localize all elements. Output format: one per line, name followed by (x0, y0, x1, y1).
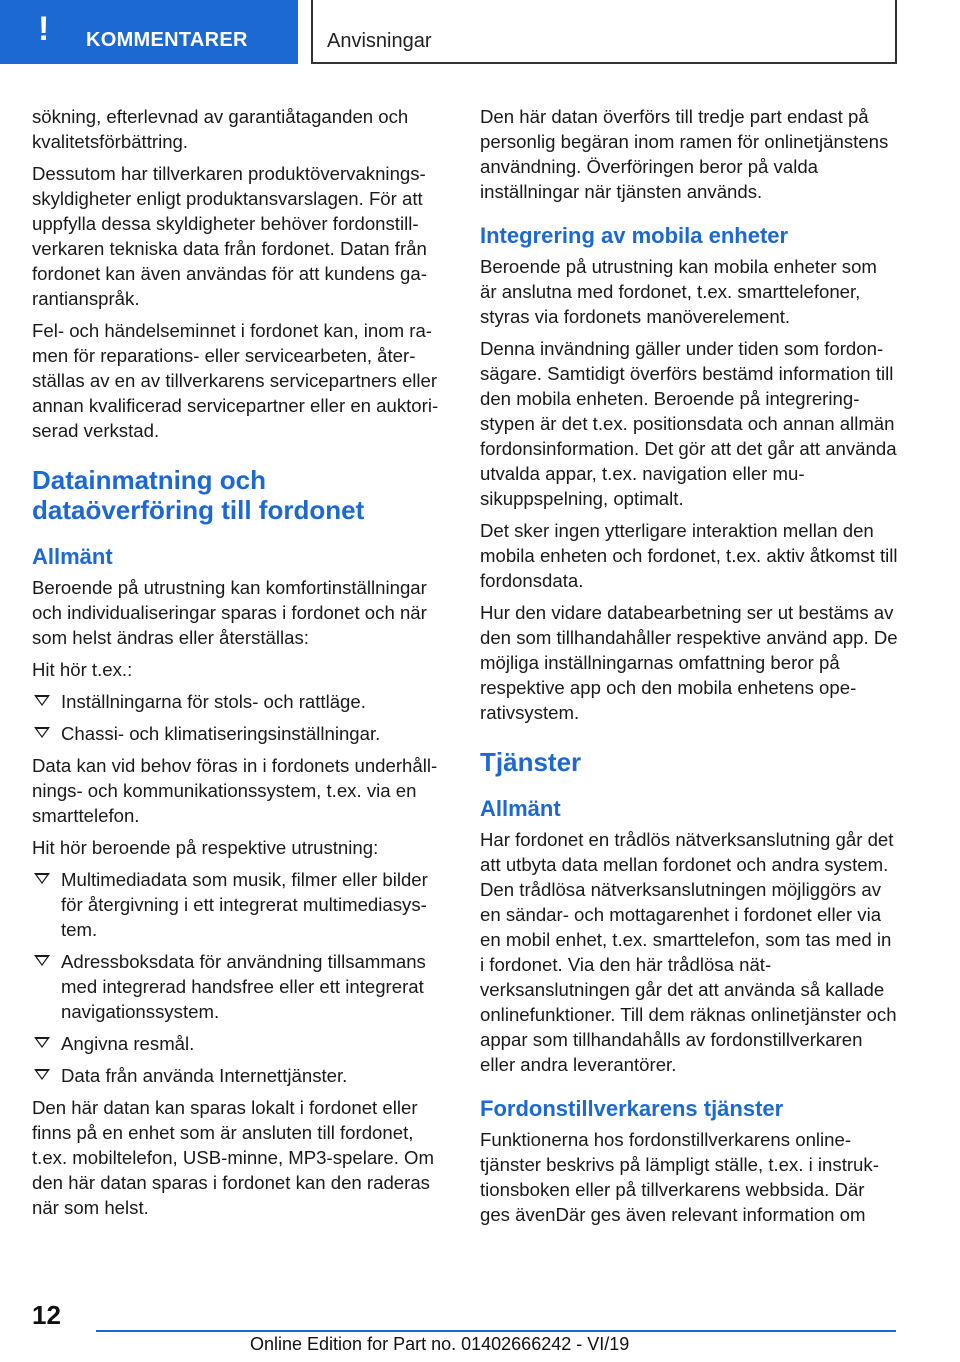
footer-divider (96, 1330, 896, 1332)
paragraph: Det sker ingen ytterligare interaktion mellan den mobila enheten och fordonet, t.ex. aktiv åtkomst till fordonsdata. (480, 520, 898, 591)
triangle-bullet-icon (34, 727, 50, 738)
paragraph: Den här datan överförs till tredje part endast på personlig begäran inom ramen för onlinetjänstens användning. Överföringen beror på valda inställningar när tjänsten används. (480, 106, 889, 202)
list-item: Angivna resmål. (32, 1031, 450, 1056)
subheading-fordonstillverkarens: Fordonstillverkarens tjänster (480, 1096, 784, 1121)
list-item: Multimediadata som musik, filmer eller bilder för återgivning i ett integrerat multimediasystem. (32, 867, 450, 942)
chapter-tab-anvisningar (311, 0, 897, 64)
bullet-list (32, 867, 450, 1088)
list-item: Data från använda Internettjänster. (32, 1063, 450, 1088)
triangle-bullet-icon (34, 955, 50, 966)
paragraph: Den här datan kan sparas lokalt i fordonet eller finns på en enhet som är ansluten till fordonet, t.ex. mobiltelefon, USB-minne, MP3-spelare. Om den här datan sparas i fordonet kan den raderas när som helst. (32, 1097, 434, 1218)
paragraph: Denna invändning gäller under tiden som fordonsägare. Samtidigt överförs bestämd information till den mobila enheten. Beroende på integreringstypen är det t.ex. positionsdata och annan allmän fordonsinformation. Det gör att det går att använda utvalda appar, t.ex. navigation eller musikuppspelning, optimalt. (480, 338, 897, 509)
paragraph: Fel- och händelseminnet i fordonet kan, inom ramen för reparations- eller servicearbeten, återställas av en av tillverkarens servicepartners eller annan kvalificerad servicepartner eller en auktoriserad verkstad. (32, 320, 439, 441)
right-column (480, 104, 898, 1234)
paragraph: Funktionerna hos fordonstillverkarens onlinetjänster beskrivs på lämpligt ställe, t.ex. i instruktionsboken eller på tillverkarens webbsida. Där ges ävenDär ges även relevant information om (480, 1129, 879, 1225)
chapter-tab-label: Anvisningar (327, 30, 432, 52)
paragraph: Hit hör t.ex.: (32, 659, 133, 680)
list-item: Chassi- och klimatiseringsinställningar. (32, 721, 450, 746)
section-tab-label: KOMMENTARER (86, 29, 248, 51)
triangle-bullet-icon (34, 695, 50, 706)
page-number: 12 (32, 1300, 61, 1330)
paragraph: sökning, efterlevnad av garantiåtaganden och kvalitetsförbättring. (32, 106, 409, 152)
triangle-bullet-icon (34, 873, 50, 884)
section-heading-datainmatning: Datainmatning och dataöverföring till fordonet (32, 465, 365, 525)
triangle-bullet-icon (34, 1037, 50, 1048)
paragraph: Har fordonet en trådlös nätverksanslutning går det att utbyta data mellan fordonet och andra system. Den trådlösa nätverksanslutningen möjliggörs av en sändar- och mottagarenhet i fordonet eller via en mobil enhet, t.ex. smarttelefon, som tas med in i fordonet. Via den här trådlösa nätverksanslutningen går det att använda så kallade onlinefunktioner. Till dem räknas onlinetjänster och appar som tillhandahålls av fordonstillverkaren eller andra leverantörer. (480, 829, 897, 1075)
subheading-allmant: Allmänt (480, 796, 561, 821)
paragraph: Data kan vid behov föras in i fordonets underhållnings- och kommunikationssystem, t.ex. via en smarttelefon. (32, 755, 438, 826)
subheading-allmant: Allmänt (32, 544, 113, 569)
paragraph: Hit hör beroende på respektive utrustning: (32, 837, 379, 858)
triangle-bullet-icon (34, 1069, 50, 1080)
paragraph: Beroende på utrustning kan komfortinställningar och individualiseringar sparas i fordonet och när som helst ändras eller återställas: (32, 577, 427, 648)
section-heading-tjanster: Tjänster (480, 747, 582, 777)
section-tab-kommentarer (0, 0, 298, 64)
list-item: Adressboksdata för användning tillsammans med integrerad handsfree eller ett integrerat navigationssystem. (32, 949, 450, 1024)
alert-icon: ! (38, 10, 50, 48)
paragraph: Hur den vidare databearbetning ser ut bestäms av den som tillhandahåller respektive använd app. De möjliga inställningarnas omfattning beror på respektive app och den mobila enhetens operativsystem. (480, 602, 898, 723)
left-column (32, 104, 450, 1227)
page-header (0, 0, 960, 66)
edition-footer: Online Edition for Part no. 01402666242 - VI/19 (250, 1334, 630, 1354)
paragraph: Beroende på utrustning kan mobila enheter som är anslutna med fordonet, t.ex. smarttelefoner, styras via fordonets manöverelement. (480, 256, 877, 327)
bullet-list (32, 689, 450, 746)
list-item: Inställningarna för stols- och rattläge. (32, 689, 450, 714)
subheading-integrering: Integrering av mobila enheter (480, 223, 789, 248)
paragraph: Dessutom har tillverkaren produktövervakningsskyldigheter enligt produktansvarslagen. För att uppfylla dessa skyldigheter behöver fordonstillverkaren tekniska data från fordonet. Datan från fordonet kan även användas för att kundens garantianspråk. (32, 163, 427, 309)
